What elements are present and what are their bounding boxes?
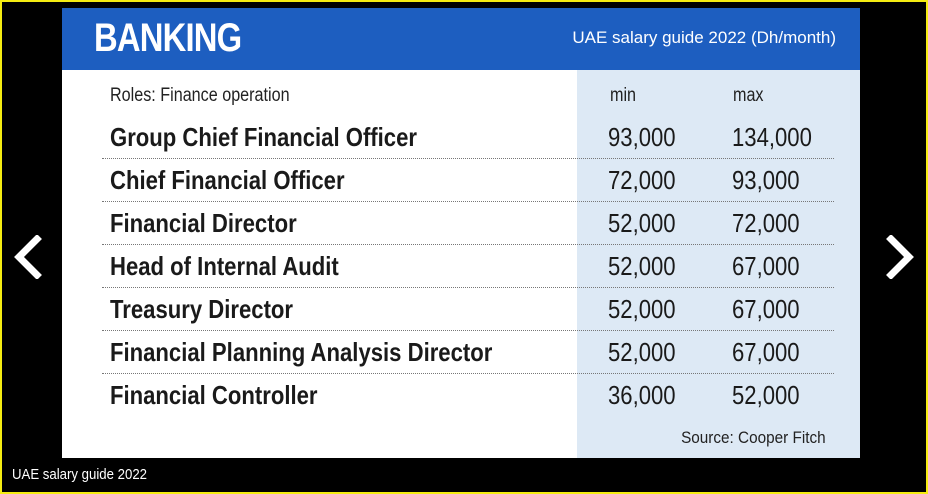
role-name: Financial Planning Analysis Director bbox=[110, 337, 493, 367]
previous-slide-button[interactable] bbox=[10, 232, 46, 282]
role-name: Treasury Director bbox=[110, 294, 294, 324]
role-name: Head of Internal Audit bbox=[110, 251, 339, 281]
max-salary: 67,000 bbox=[732, 251, 800, 281]
max-salary: 67,000 bbox=[732, 294, 800, 324]
role-name: Group Chief Financial Officer bbox=[110, 122, 417, 152]
min-salary: 93,000 bbox=[608, 122, 676, 152]
table-row bbox=[102, 374, 834, 416]
min-salary: 52,000 bbox=[608, 294, 676, 324]
slide-header bbox=[62, 8, 860, 70]
max-salary: 67,000 bbox=[732, 337, 800, 367]
table-row bbox=[102, 245, 834, 288]
table-row bbox=[102, 116, 834, 159]
role-name: Financial Controller bbox=[110, 380, 318, 410]
min-salary: 52,000 bbox=[608, 208, 676, 238]
slide-title: BANKING bbox=[94, 16, 242, 60]
min-salary: 52,000 bbox=[608, 337, 676, 367]
source-credit: Source: Cooper Fitch bbox=[681, 428, 826, 447]
role-name: Chief Financial Officer bbox=[110, 165, 345, 195]
chevron-right-icon bbox=[885, 235, 915, 279]
gallery-caption: UAE salary guide 2022 bbox=[12, 466, 148, 483]
min-salary: 52,000 bbox=[608, 251, 676, 281]
min-salary: 72,000 bbox=[608, 165, 676, 195]
roles-column-header: Roles: Finance operation bbox=[110, 85, 290, 106]
max-salary: 52,000 bbox=[732, 380, 800, 410]
min-salary: 36,000 bbox=[608, 380, 676, 410]
table-row bbox=[102, 159, 834, 202]
max-salary: 72,000 bbox=[732, 208, 800, 238]
max-salary: 93,000 bbox=[732, 165, 800, 195]
slide-subtitle: UAE salary guide 2022 (Dh/month) bbox=[572, 28, 836, 47]
max-salary: 134,000 bbox=[732, 122, 812, 152]
table-row bbox=[102, 331, 834, 374]
min-column-header: min bbox=[610, 85, 637, 106]
max-column-header: max bbox=[733, 85, 764, 106]
table-row bbox=[102, 288, 834, 331]
table-row bbox=[102, 202, 834, 245]
role-name: Financial Director bbox=[110, 208, 297, 238]
next-slide-button[interactable] bbox=[882, 232, 918, 282]
chevron-left-icon bbox=[13, 235, 43, 279]
salary-table-slide bbox=[62, 8, 860, 458]
